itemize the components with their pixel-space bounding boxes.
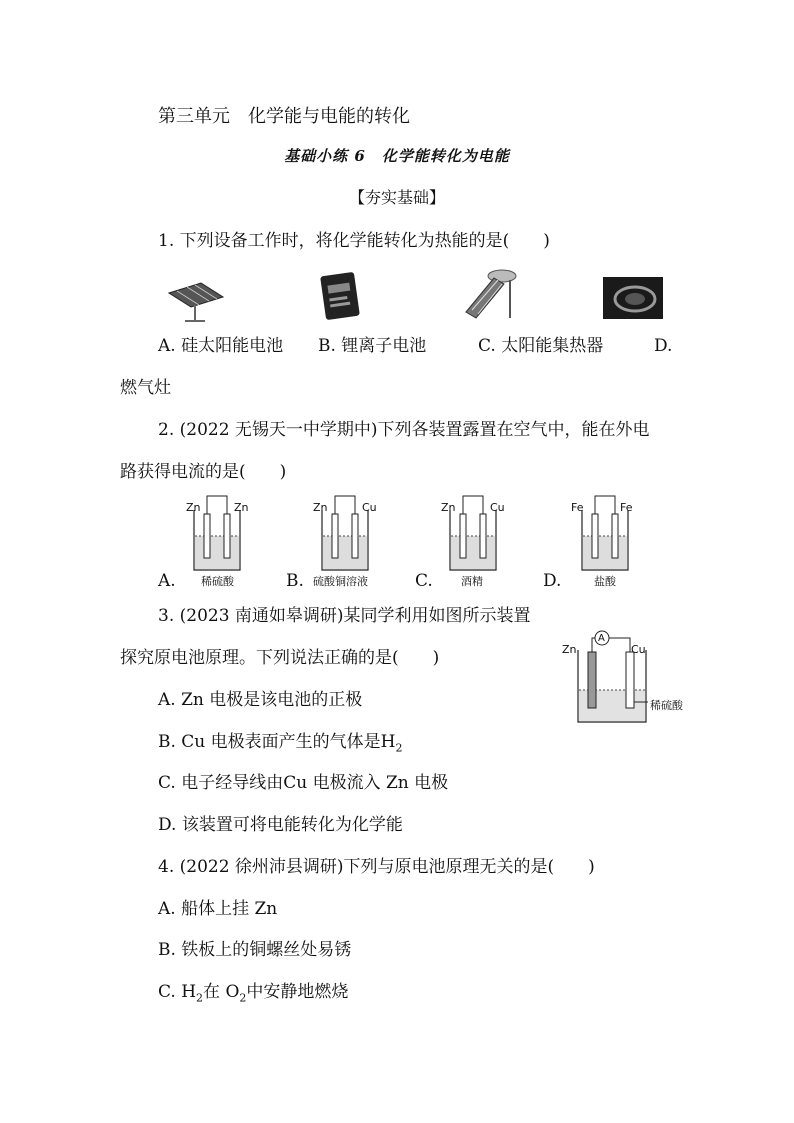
q4-c-sub1: 2 — [196, 991, 204, 1005]
q3-right-electrode: Cu — [631, 643, 646, 656]
q4-option-b[interactable]: B. 铁板上的铜螺丝处易锈 — [158, 940, 352, 960]
q3-solution: 稀硫酸 — [650, 699, 683, 712]
q2-option-a[interactable]: A. — [158, 571, 176, 591]
q1-option-d[interactable]: D. — [654, 336, 673, 356]
q2-d-solution: 盐酸 — [594, 575, 616, 588]
q2-option-b[interactable]: B. — [286, 571, 304, 591]
q4-option-a[interactable]: A. 船体上挂 Zn — [158, 899, 278, 919]
lithium-battery-image — [315, 270, 363, 322]
q2-a-beaker-diagram — [190, 492, 244, 574]
section-heading: 【夯实基础】 — [348, 188, 445, 207]
q2-d-left-electrode: Fe — [571, 501, 584, 514]
q4-c-sub2: 2 — [239, 991, 247, 1005]
q3-option-b-sub: 2 — [395, 741, 403, 755]
q2-stem-line1: 2. (2022 无锡天一中学期中)下列各装置露置在空气中，能在外电 — [158, 420, 650, 440]
q2-c-left-electrode: Zn — [441, 501, 456, 514]
q2-option-c[interactable]: C. — [415, 571, 433, 591]
q2-a-right-electrode: Zn — [234, 501, 249, 514]
q2-a-solution: 稀硫酸 — [201, 575, 234, 588]
q2-d-right-electrode: Fe — [620, 501, 633, 514]
unit-title: 第三单元 化学能与电能的转化 — [158, 106, 410, 127]
q2-option-d[interactable]: D. — [543, 571, 562, 591]
q4-option-c[interactable] — [158, 984, 348, 1003]
q2-c-right-electrode: Cu — [490, 501, 505, 514]
q2-c-beaker-diagram — [446, 492, 500, 574]
solar-water-heater-image — [460, 266, 518, 324]
ammeter-symbol: A — [598, 633, 605, 644]
q3-option-d[interactable]: D. 该装置可将电能转化为化学能 — [158, 815, 403, 835]
q3-stem-line1: 3. (2023 南通如皋调研)某同学利用如图所示装置 — [158, 606, 531, 626]
q1-option-a[interactable]: A. 硅太阳能电池 — [158, 336, 284, 356]
q4-stem: 4. (2022 徐州沛县调研)下列与原电池原理无关的是( ) — [158, 857, 595, 877]
q2-b-right-electrode: Cu — [362, 501, 377, 514]
q2-b-solution: 硫酸铜溶液 — [313, 575, 368, 588]
q3-option-b[interactable] — [158, 734, 403, 753]
q2-stem-line2: 路获得电流的是( ) — [120, 462, 287, 482]
q3-option-a[interactable]: A. Zn 电极是该电池的正极 — [158, 690, 363, 710]
q4-c-part2: 在 O — [203, 982, 240, 1002]
q2-c-solution: 酒精 — [461, 575, 483, 588]
solar-panel-image — [165, 275, 227, 323]
q1-option-d-text: 燃气灶 — [120, 378, 171, 398]
q1-stem: 1. 下列设备工作时，将化学能转化为热能的是( ) — [158, 231, 550, 251]
exercise-subtitle: 基础小练 6 化学能转化为电能 — [284, 147, 510, 165]
q2-b-beaker-diagram — [318, 492, 372, 574]
q4-c-part1: C. H — [158, 982, 197, 1002]
q1-option-c[interactable]: C. 太阳能集热器 — [478, 336, 604, 356]
q1-option-b[interactable]: B. 锂离子电池 — [318, 336, 427, 356]
q2-d-beaker-diagram — [578, 492, 632, 574]
q2-b-left-electrode: Zn — [313, 501, 328, 514]
q3-option-c[interactable]: C. 电子经导线由Cu 电极流入 Zn 电极 — [158, 773, 449, 793]
gas-stove-image — [603, 277, 663, 319]
q2-a-left-electrode: Zn — [186, 501, 201, 514]
q3-option-b-text: B. Cu 电极表面产生的气体是H — [158, 732, 396, 752]
q4-c-part3: 中安静地燃烧 — [246, 982, 349, 1002]
q3-stem-line2: 探究原电池原理。下列说法正确的是( ) — [120, 648, 440, 668]
q3-left-electrode: Zn — [562, 643, 577, 656]
